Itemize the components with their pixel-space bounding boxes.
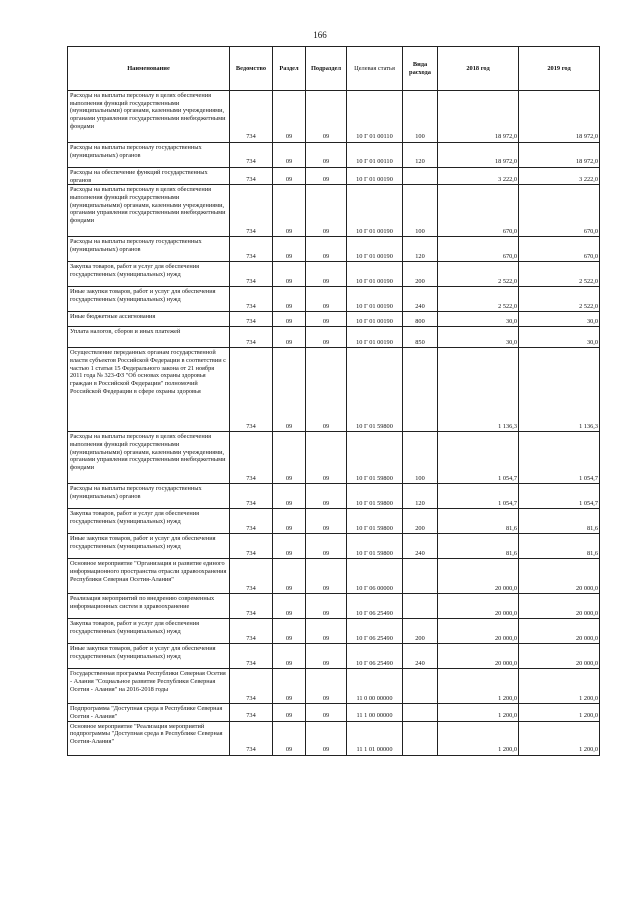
row-exp-type: 800	[403, 312, 438, 327]
table-row	[68, 484, 600, 509]
row-2019: 81,6	[519, 534, 600, 559]
row-dept: 734	[230, 484, 273, 509]
row-subsection: 09	[306, 143, 347, 168]
row-2018: 20 000,0	[438, 594, 519, 619]
row-2019: 81,6	[519, 509, 600, 534]
row-name: Закупка товаров, работ и услуг для обеспечения государственных (муниципальных) нужд	[68, 262, 230, 287]
row-target: 10 Г 01 59800	[347, 484, 403, 509]
row-subsection: 09	[306, 312, 347, 327]
table-row	[68, 644, 600, 669]
row-2018: 3 222,0	[438, 168, 519, 185]
row-dept: 734	[230, 721, 273, 755]
row-dept: 734	[230, 534, 273, 559]
table-row	[68, 185, 600, 237]
row-target: 11 0 00 00000	[347, 669, 403, 704]
row-subsection: 09	[306, 644, 347, 669]
row-target: 10 Г 01 00190	[347, 312, 403, 327]
row-section: 09	[273, 644, 306, 669]
row-subsection: 09	[306, 432, 347, 484]
row-section: 09	[273, 534, 306, 559]
row-exp-type	[403, 594, 438, 619]
row-dept: 734	[230, 143, 273, 168]
row-section: 09	[273, 185, 306, 237]
row-exp-type: 100	[403, 91, 438, 143]
row-dept: 734	[230, 237, 273, 262]
row-exp-type: 240	[403, 287, 438, 312]
row-section: 09	[273, 287, 306, 312]
row-dept: 734	[230, 669, 273, 704]
row-2019: 20 000,0	[519, 644, 600, 669]
row-2018: 30,0	[438, 312, 519, 327]
row-subsection: 09	[306, 348, 347, 432]
header-target: Целевая статья	[347, 47, 403, 91]
row-name: Уплата налогов, сборов и иных платежей	[68, 327, 230, 348]
row-2018: 1 200,0	[438, 721, 519, 755]
table-row	[68, 91, 600, 143]
row-section: 09	[273, 559, 306, 594]
row-name: Расходы на выплаты персоналу государственных (муниципальных) органов	[68, 484, 230, 509]
header-name: Наименование	[68, 47, 230, 91]
row-section: 09	[273, 509, 306, 534]
row-section: 09	[273, 721, 306, 755]
row-subsection: 09	[306, 484, 347, 509]
row-name: Подпрограмма "Доступная среда в Республике Северная Осетия - Алания"	[68, 704, 230, 721]
row-dept: 734	[230, 327, 273, 348]
row-target: 10 Г 01 00190	[347, 327, 403, 348]
row-target: 10 Г 01 00190	[347, 237, 403, 262]
row-2019: 670,0	[519, 185, 600, 237]
table-row	[68, 704, 600, 721]
table-body	[68, 91, 600, 756]
row-subsection: 09	[306, 168, 347, 185]
row-target: 10 Г 01 00190	[347, 185, 403, 237]
row-2018: 1 200,0	[438, 704, 519, 721]
row-subsection: 09	[306, 721, 347, 755]
row-target: 10 Г 06 00000	[347, 559, 403, 594]
row-2018: 81,6	[438, 534, 519, 559]
row-section: 09	[273, 484, 306, 509]
row-target: 10 Г 06 25490	[347, 594, 403, 619]
row-2019: 1 200,0	[519, 721, 600, 755]
row-2019: 20 000,0	[519, 594, 600, 619]
row-2019: 20 000,0	[519, 619, 600, 644]
row-name: Расходы на обеспечение функций государственных органов	[68, 168, 230, 185]
row-target: 10 Г 01 59800	[347, 534, 403, 559]
row-dept: 734	[230, 619, 273, 644]
row-target: 10 Г 01 00110	[347, 143, 403, 168]
row-target: 10 Г 01 59800	[347, 432, 403, 484]
row-subsection: 09	[306, 559, 347, 594]
row-subsection: 09	[306, 509, 347, 534]
table-row	[68, 168, 600, 185]
row-exp-type	[403, 168, 438, 185]
table-row	[68, 327, 600, 348]
row-dept: 734	[230, 91, 273, 143]
table-row	[68, 594, 600, 619]
row-dept: 734	[230, 312, 273, 327]
row-2018: 1 200,0	[438, 669, 519, 704]
row-2018: 1 136,3	[438, 348, 519, 432]
row-target: 10 Г 01 00190	[347, 287, 403, 312]
row-subsection: 09	[306, 327, 347, 348]
header-exp-type: Вида расхода	[403, 47, 438, 91]
row-2018: 20 000,0	[438, 559, 519, 594]
row-2018: 670,0	[438, 237, 519, 262]
table-row	[68, 509, 600, 534]
row-dept: 734	[230, 348, 273, 432]
table-row	[68, 669, 600, 704]
row-name: Закупка товаров, работ и услуг для обеспечения государственных (муниципальных) нужд	[68, 509, 230, 534]
row-exp-type: 120	[403, 484, 438, 509]
header-subsection: Подраздел	[306, 47, 347, 91]
row-2019: 1 200,0	[519, 669, 600, 704]
row-subsection: 09	[306, 704, 347, 721]
row-2018: 18 972,0	[438, 143, 519, 168]
row-exp-type: 100	[403, 185, 438, 237]
row-exp-type: 240	[403, 534, 438, 559]
row-name: Государственная программа Республики Северная Осетия - Алания "Социальное развитие Республики Северная Осетия - Алания" на 2016-2018 годы	[68, 669, 230, 704]
row-2019: 18 972,0	[519, 91, 600, 143]
row-exp-type: 120	[403, 237, 438, 262]
row-exp-type: 240	[403, 644, 438, 669]
row-name: Основное мероприятие "Организация и развитие единого информационного пространства отрасли здравоохранения Республики Северная Осетия-Алания"	[68, 559, 230, 594]
header-2018: 2018 год	[438, 47, 519, 91]
row-name: Расходы на выплаты персоналу в целях обеспечения выполнения функций государственными (муниципальными) органами, казенными учреждениями, органами управления государственными внебюджетными фондами	[68, 432, 230, 484]
row-subsection: 09	[306, 534, 347, 559]
table-row	[68, 143, 600, 168]
row-exp-type	[403, 721, 438, 755]
row-2019: 30,0	[519, 312, 600, 327]
row-2019: 1 054,7	[519, 432, 600, 484]
table-row	[68, 721, 600, 755]
row-2019: 3 222,0	[519, 168, 600, 185]
row-2018: 81,6	[438, 509, 519, 534]
row-2018: 2 522,0	[438, 287, 519, 312]
row-exp-type: 200	[403, 262, 438, 287]
row-exp-type	[403, 348, 438, 432]
row-target: 10 Г 01 00190	[347, 262, 403, 287]
header-section: Раздел	[273, 47, 306, 91]
row-target: 10 Г 01 00110	[347, 91, 403, 143]
row-section: 09	[273, 262, 306, 287]
row-exp-type	[403, 559, 438, 594]
row-dept: 734	[230, 594, 273, 619]
row-exp-type: 850	[403, 327, 438, 348]
page-number: 166	[313, 30, 327, 40]
row-2019: 1 200,0	[519, 704, 600, 721]
row-section: 09	[273, 327, 306, 348]
row-section: 09	[273, 168, 306, 185]
row-name: Иные закупки товаров, работ и услуг для обеспечения государственных (муниципальных) нужд	[68, 534, 230, 559]
row-name: Расходы на выплаты персоналу в целях обеспечения выполнения функций государственными (муниципальными) органами, казенными учреждениями, органами управления государственными внебюджетными фондами	[68, 91, 230, 143]
row-2019: 2 522,0	[519, 262, 600, 287]
row-subsection: 09	[306, 237, 347, 262]
row-2019: 1 136,3	[519, 348, 600, 432]
row-target: 10 Г 06 25490	[347, 619, 403, 644]
row-subsection: 09	[306, 287, 347, 312]
row-exp-type: 200	[403, 619, 438, 644]
table-row	[68, 534, 600, 559]
row-dept: 734	[230, 185, 273, 237]
row-2018: 20 000,0	[438, 619, 519, 644]
row-name: Расходы на выплаты персоналу государственных (муниципальных) органов	[68, 237, 230, 262]
row-2019: 30,0	[519, 327, 600, 348]
row-2018: 30,0	[438, 327, 519, 348]
row-2019: 18 972,0	[519, 143, 600, 168]
table-row	[68, 312, 600, 327]
row-dept: 734	[230, 559, 273, 594]
row-section: 09	[273, 143, 306, 168]
row-name: Реализация мероприятий по внедрению современных информационных систем в здравоохранение	[68, 594, 230, 619]
row-2019: 670,0	[519, 237, 600, 262]
row-name: Расходы на выплаты персоналу в целях обеспечения выполнения функций государственными (муниципальными) органами, казенными учреждениями, органами управления государственными внебюджетными фондами	[68, 185, 230, 237]
row-target: 10 Г 01 59800	[347, 509, 403, 534]
row-2018: 1 054,7	[438, 484, 519, 509]
row-target: 10 Г 06 25490	[347, 644, 403, 669]
row-section: 09	[273, 312, 306, 327]
header-dept: Ведомство	[230, 47, 273, 91]
row-exp-type: 100	[403, 432, 438, 484]
row-target: 11 1 00 00000	[347, 704, 403, 721]
row-target: 10 Г 01 59800	[347, 348, 403, 432]
row-dept: 734	[230, 287, 273, 312]
row-2018: 18 972,0	[438, 91, 519, 143]
budget-table	[67, 46, 600, 756]
row-section: 09	[273, 348, 306, 432]
row-dept: 734	[230, 432, 273, 484]
row-section: 09	[273, 619, 306, 644]
row-dept: 734	[230, 509, 273, 534]
row-section: 09	[273, 594, 306, 619]
table-row	[68, 348, 600, 432]
row-name: Закупка товаров, работ и услуг для обеспечения государственных (муниципальных) нужд	[68, 619, 230, 644]
row-exp-type	[403, 669, 438, 704]
header-2019: 2019 год	[519, 47, 600, 91]
row-2018: 2 522,0	[438, 262, 519, 287]
row-section: 09	[273, 669, 306, 704]
table-header	[68, 47, 600, 91]
row-section: 09	[273, 432, 306, 484]
row-2019: 2 522,0	[519, 287, 600, 312]
row-subsection: 09	[306, 91, 347, 143]
row-subsection: 09	[306, 619, 347, 644]
row-exp-type: 200	[403, 509, 438, 534]
table-row	[68, 619, 600, 644]
row-section: 09	[273, 704, 306, 721]
table-row	[68, 432, 600, 484]
row-exp-type	[403, 704, 438, 721]
table-row	[68, 237, 600, 262]
row-subsection: 09	[306, 669, 347, 704]
row-name: Иные закупки товаров, работ и услуг для обеспечения государственных (муниципальных) нужд	[68, 644, 230, 669]
row-subsection: 09	[306, 185, 347, 237]
row-name: Иные бюджетные ассигнования	[68, 312, 230, 327]
row-target: 11 1 01 00000	[347, 721, 403, 755]
row-section: 09	[273, 237, 306, 262]
row-name: Расходы на выплаты персоналу государственных (муниципальных) органов	[68, 143, 230, 168]
row-subsection: 09	[306, 594, 347, 619]
table-row	[68, 287, 600, 312]
row-dept: 734	[230, 644, 273, 669]
table-row	[68, 262, 600, 287]
row-dept: 734	[230, 262, 273, 287]
table-row	[68, 559, 600, 594]
row-name: Иные закупки товаров, работ и услуг для обеспечения государственных (муниципальных) нужд	[68, 287, 230, 312]
row-2019: 20 000,0	[519, 559, 600, 594]
row-dept: 734	[230, 704, 273, 721]
row-2018: 1 054,7	[438, 432, 519, 484]
row-2018: 670,0	[438, 185, 519, 237]
row-target: 10 Г 01 00190	[347, 168, 403, 185]
row-subsection: 09	[306, 262, 347, 287]
row-dept: 734	[230, 168, 273, 185]
row-section: 09	[273, 91, 306, 143]
row-exp-type: 120	[403, 143, 438, 168]
row-name: Осуществление переданных органам государственной власти субъектов Российской Федерации в соответствии с частью 1 статьи 15 Федерального закона от 21 ноября 2011 года № 323-ФЗ "Об основах охраны здоровья граждан в Российской Федерации" полномочий Российской Федерации в сфере охраны здоровья	[68, 348, 230, 432]
row-2018: 20 000,0	[438, 644, 519, 669]
row-2019: 1 054,7	[519, 484, 600, 509]
row-name: Основное мероприятие "Реализация мероприятий подпрограммы "Доступная среда в Республике Северная Осетия-Алания"	[68, 721, 230, 755]
